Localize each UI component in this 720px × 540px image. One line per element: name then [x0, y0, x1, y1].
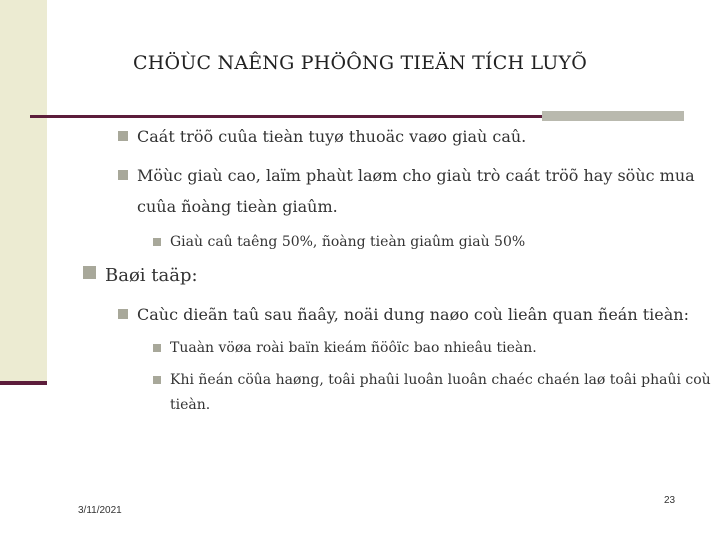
bullet-text-7-line1: Khi ñeán cöûa haøng, toâi phaûi luoân luoân chaéc chaén laø toâi phaûi coù [170, 372, 711, 388]
left-decor-line [0, 381, 47, 385]
bullet-text-2-line1: Möùc giaù cao, laïm phaùt laøm cho giaù trò caát tröõ hay söùc mua [137, 166, 695, 185]
bullet-square-icon [153, 344, 161, 352]
title-rule-gray [542, 111, 684, 121]
bullet-text-1: Caát tröõ cuûa tieàn tuyø thuoäc vaøo giaù caû. [137, 127, 527, 146]
footer-date: 3/11/2021 [78, 505, 122, 516]
bullet-square-icon [118, 131, 128, 141]
bullet-text-3: Giaù caû taêng 50%, ñoàng tieàn giaûm giaù 50% [170, 234, 526, 250]
bullet-text-7-line2: tieàn. [170, 397, 211, 413]
bullet-square-icon [83, 266, 96, 279]
bullet-text-6: Tuaàn vöøa roài baïn kieám ñöôïc bao nhieâu tieàn. [170, 340, 537, 356]
title-rule-dark [30, 115, 542, 118]
bullet-text-4: Baøi taäp: [105, 265, 198, 286]
slide-title: CHÖÙC NAÊNG PHÖÔNG TIEÄN TÍCH LUYÕ [133, 52, 587, 74]
bullet-square-icon [153, 376, 161, 384]
page-number: 23 [664, 495, 676, 506]
bullet-square-icon [118, 170, 128, 180]
bullet-square-icon [118, 309, 128, 319]
bullet-text-5: Caùc dieãn taû sau ñaây, noäi dung naøo coù lieân quan ñeán tieàn: [137, 305, 689, 324]
bullet-text-2-line2: cuûa ñoàng tieàn giaûm. [137, 197, 338, 216]
bullet-square-icon [153, 238, 161, 246]
